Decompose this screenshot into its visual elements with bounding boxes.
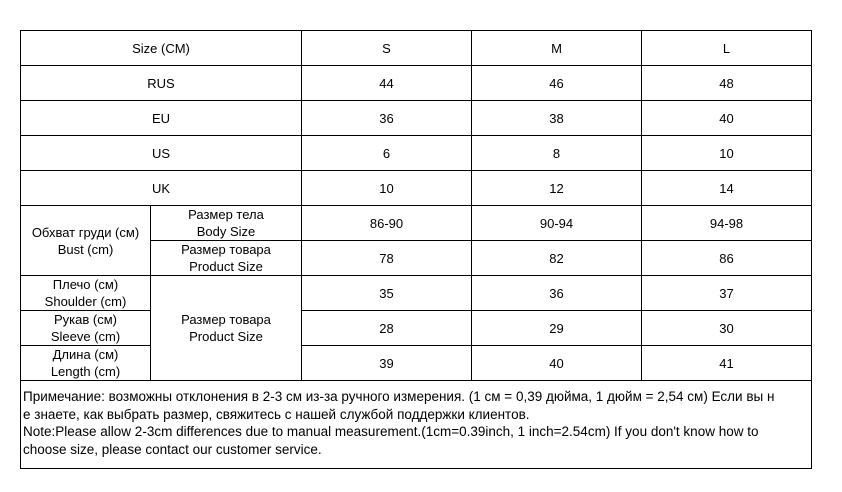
shoulder-label xyxy=(21,276,151,311)
cell-value: 36 xyxy=(302,101,472,136)
row-label-us: US xyxy=(21,136,302,171)
body-size-label-en: Body Size xyxy=(196,224,256,239)
cell-value: 36 xyxy=(472,276,642,311)
length-label xyxy=(21,346,151,381)
product-group-label-en: Product Size xyxy=(189,329,263,344)
table-row xyxy=(21,311,812,346)
note-row xyxy=(21,381,812,469)
cell-value: 35 xyxy=(302,276,472,311)
cell-value: 46 xyxy=(472,66,642,101)
cell-value: 10 xyxy=(302,171,472,206)
cell-value: 94-98 xyxy=(642,206,812,241)
note-en-line-1: Note:Please allow 2-3cm differences due to manual measurement.(1cm=0.39inch, 1 inch=2.54cm) If you don't know how to xyxy=(23,424,759,439)
cell-value: 40 xyxy=(642,101,812,136)
bust-label-en: Bust (cm) xyxy=(57,241,114,257)
size-l-header: L xyxy=(642,31,812,66)
sleeve-label-ru: Рукав (см) xyxy=(54,312,117,327)
shoulder-label-ru: Плечо (см) xyxy=(52,277,119,292)
cell-value: 82 xyxy=(472,241,642,276)
row-label-uk: UK xyxy=(21,171,302,206)
cell-value: 39 xyxy=(302,346,472,381)
cell-value: 14 xyxy=(642,171,812,206)
cell-value: 48 xyxy=(642,66,812,101)
length-label-ru: Длина (см) xyxy=(52,347,119,362)
cell-value: 6 xyxy=(302,136,472,171)
cell-value: 38 xyxy=(472,101,642,136)
size-header-label: Size (CM) xyxy=(21,31,302,66)
product-size-label xyxy=(151,241,302,276)
bust-label xyxy=(21,206,151,276)
header-row xyxy=(21,31,812,66)
row-label-eu: EU xyxy=(21,101,302,136)
cell-value: 12 xyxy=(472,171,642,206)
size-chart-table xyxy=(20,30,812,469)
size-s-header: S xyxy=(302,31,472,66)
cell-value: 10 xyxy=(642,136,812,171)
cell-value: 8 xyxy=(472,136,642,171)
cell-value: 29 xyxy=(472,311,642,346)
cell-value: 90-94 xyxy=(472,206,642,241)
table-row xyxy=(21,66,812,101)
table-row xyxy=(21,171,812,206)
cell-value: 28 xyxy=(302,311,472,346)
row-label-rus: RUS xyxy=(21,66,302,101)
cell-value: 30 xyxy=(642,311,812,346)
cell-value: 78 xyxy=(302,241,472,276)
table-row xyxy=(21,346,812,381)
measurement-note xyxy=(21,381,812,469)
cell-value: 37 xyxy=(642,276,812,311)
cell-value: 86-90 xyxy=(302,206,472,241)
table-row xyxy=(21,206,812,241)
sleeve-label-en: Sleeve (cm) xyxy=(50,329,121,344)
table-row xyxy=(21,101,812,136)
sleeve-label xyxy=(21,311,151,346)
table-row xyxy=(21,136,812,171)
cell-value: 86 xyxy=(642,241,812,276)
table-row xyxy=(21,276,812,311)
cell-value: 41 xyxy=(642,346,812,381)
shoulder-label-en: Shoulder (cm) xyxy=(44,294,127,309)
product-size-label-ru: Размер товара xyxy=(181,242,271,257)
product-group-label-ru: Размер товара xyxy=(181,312,271,327)
note-ru-line-1: Примечание: возможны отклонения в 2-3 см из-за ручного измерения. (1 см = 0,39 дюйма, 1 дюйм = 2,54 см) Если вы н xyxy=(23,389,775,404)
note-en-line-2: choose size, please contact our customer service. xyxy=(23,441,322,457)
body-size-label-ru: Размер тела xyxy=(188,207,264,222)
body-size-label xyxy=(151,206,302,241)
product-size-group-label xyxy=(151,276,302,381)
length-label-en: Length (cm) xyxy=(50,364,121,379)
size-m-header: M xyxy=(472,31,642,66)
product-size-label-en: Product Size xyxy=(189,259,263,274)
note-ru-line-2: е знаете, как выбрать размер, свяжитесь с нашей службой поддержки клиентов. xyxy=(23,406,530,422)
cell-value: 40 xyxy=(472,346,642,381)
cell-value: 44 xyxy=(302,66,472,101)
bust-label-ru: Обхват груди (см) xyxy=(31,224,140,240)
